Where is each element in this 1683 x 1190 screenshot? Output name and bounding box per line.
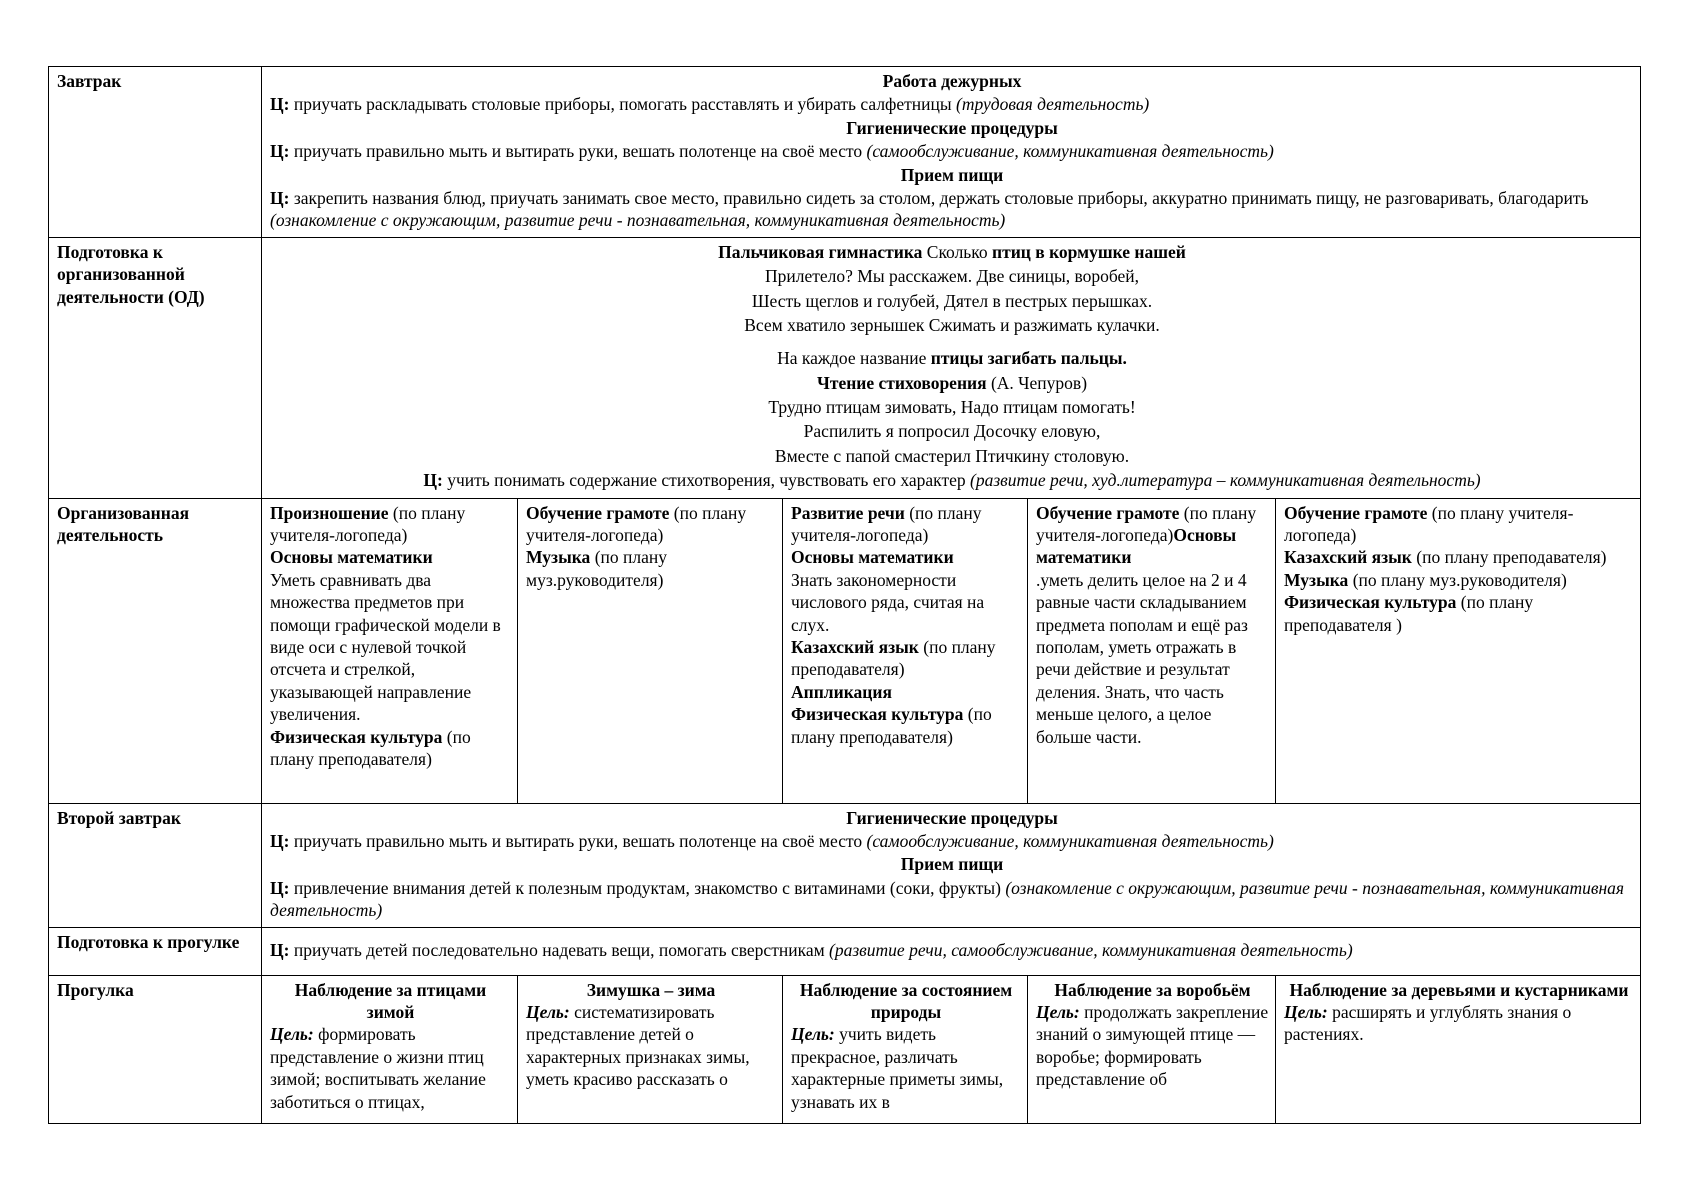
row-label-breakfast: Завтрак [49, 67, 262, 238]
activity-item [791, 569, 1021, 636]
goal-italic: (ознакомление с окружающим, развитие речи - познавательная, коммуникативная деятельность) [270, 210, 1006, 231]
row-label-preparation-od: Подготовка к организованной деятельности (ОД) [49, 237, 262, 498]
activity-title: Физическая культура [1284, 592, 1457, 613]
spacer [270, 338, 1634, 347]
instruction-line [270, 347, 1634, 369]
walk-col-5 [1276, 975, 1641, 1123]
finger-gymnastics-plain: Сколько [922, 241, 993, 262]
poem-line: Шесть щеглов и голубей, Дятел в пестрых перышках. [751, 290, 1153, 311]
preparation-od-goal [270, 469, 1634, 491]
daily-plan-table [48, 66, 1641, 1124]
goal-prefix: Ц: [270, 141, 290, 162]
activity-detail: (по плану преподавателя) [791, 636, 996, 680]
walk-col-3 [783, 975, 1028, 1123]
activity-detail: (по плану учителя-логопеда) [791, 502, 982, 546]
reading-author: (А. Чепуров) [986, 372, 1088, 393]
row-label-second-breakfast: Второй завтрак [49, 803, 262, 927]
second-breakfast-goal-2 [270, 877, 1634, 922]
goal-text: приучать раскладывать столовые приборы, помогать расставлять и убирать салфетницы [289, 94, 957, 115]
activity-title: Развитие речи [791, 502, 905, 523]
organized-activity-col-5 [1276, 498, 1641, 803]
goal-text: учить видеть прекрасное, различать характерные приметы зимы, узнавать их в [791, 1024, 1004, 1112]
walk-title: Зимушка – зима [586, 979, 716, 1000]
second-breakfast-heading-1: Гигиенические процедуры [846, 807, 1058, 828]
activity-detail: Знать закономерности числового ряда, считая на слух. [791, 569, 985, 635]
activity-title: Музыка [1284, 569, 1349, 590]
activity-detail: (по плану преподавателя) [791, 704, 992, 747]
activity-detail: Уметь сравнивать два множества предметов при помощи графической модели в виде оси с нулевой точкой отсчета и стрелкой, указывающей направление увеличения. [270, 569, 501, 725]
goal-italic: (развитие речи, худ.литература – коммуникативная деятельность) [970, 470, 1481, 491]
activity-item [270, 726, 511, 771]
activity-item [791, 546, 1021, 568]
organized-activity-col-3 [783, 498, 1028, 803]
activity-item [791, 502, 1021, 547]
activity-detail: (по плану учителя-логопеда) [1284, 502, 1574, 546]
activity-detail: (по плану преподавателя ) [1284, 592, 1534, 635]
walk-goal [526, 1001, 776, 1091]
breakfast-content [262, 67, 1641, 238]
activity-item [270, 546, 511, 568]
activity-title: Обучение грамоте [1036, 502, 1180, 523]
preparation-od-content [262, 237, 1641, 498]
goal-label: Цель: [270, 1024, 314, 1045]
goal-italic: (самообслуживание, коммуникативная деятельность) [866, 831, 1274, 852]
finger-gymnastics-title: Пальчиковая гимнастика [718, 241, 923, 262]
walk-goal [270, 1023, 511, 1113]
activity-item [1284, 569, 1634, 591]
row-label-preparation-walk: Подготовка к прогулке [49, 927, 262, 975]
second-breakfast-content [262, 803, 1641, 927]
activity-title: Аппликация [791, 681, 892, 702]
second-breakfast-heading-2: Прием пищи [900, 854, 1004, 875]
table-row-breakfast [49, 67, 1641, 238]
activity-item [270, 569, 511, 726]
breakfast-heading-3: Прием пищи [900, 164, 1004, 185]
activity-title: Произношение [270, 502, 389, 523]
preparation-walk-content [262, 927, 1641, 975]
table-row-second-breakfast [49, 803, 1641, 927]
activity-detail: .уметь делить целое на 2 и 4 равные части складыванием предмета пополам и ещё раз пополам, уметь отражать в речи действие и результат деления. Знать, что часть меньше целого, а целое больше части. [1036, 569, 1248, 747]
walk-title: Наблюдение за деревьями и кустарниками [1289, 979, 1629, 1000]
activity-item [791, 636, 1021, 681]
breakfast-goal-2 [270, 140, 1634, 162]
goal-prefix: Ц: [270, 187, 290, 208]
instruction-bold: птицы загибать пальцы. [930, 348, 1127, 369]
goal-text: учить понимать содержание стихотворения, чувствовать его характер [442, 470, 970, 491]
activity-title-inline: Основы математики [1036, 525, 1237, 568]
goal-label: Цель: [1284, 1001, 1328, 1022]
breakfast-goal-1 [270, 93, 1634, 115]
goal-prefix: Ц: [270, 831, 290, 852]
reading-line: Вместе с папой смастерил Птичкину столовую. [774, 445, 1130, 466]
organized-activity-col-1 [262, 498, 518, 803]
activity-detail: (по плану муз.руководителя) [526, 547, 667, 590]
activity-detail: (по плану учителя-логопеда) [1036, 502, 1257, 546]
finger-gymnastics-line [270, 241, 1634, 263]
breakfast-heading-1: Работа дежурных [882, 71, 1022, 91]
walk-col-4 [1028, 975, 1276, 1123]
row-label-organized-activity: Организованная деятельность [49, 498, 262, 803]
organized-activity-col-2 [518, 498, 783, 803]
walk-col-2 [518, 975, 783, 1123]
goal-text: приучать детей последовательно надевать вещи, помогать сверстникам [289, 939, 830, 960]
preparation-walk-goal [270, 939, 1634, 961]
activity-title: Обучение грамоте [1284, 502, 1428, 523]
second-breakfast-goal-1 [270, 830, 1634, 852]
activity-title: Казахский язык [791, 636, 919, 657]
goal-italic: (самообслуживание, коммуникативная деятельность) [866, 141, 1274, 162]
activity-title: Обучение грамоте [526, 502, 670, 523]
activity-detail: (по плану преподавателя) [270, 726, 471, 769]
walk-title: Наблюдение за воробьём [1054, 979, 1251, 1000]
activity-detail: (по плану учителя-логопеда) [270, 502, 466, 546]
activity-item [791, 681, 1021, 703]
goal-italic: (развитие речи, самообслуживание, коммуникативная деятельность) [829, 939, 1353, 960]
goal-label: Цель: [526, 1001, 570, 1022]
walk-title: Наблюдение за птицами зимой [294, 979, 487, 1022]
activity-item [1284, 591, 1634, 636]
activity-title: Физическая культура [270, 726, 443, 747]
goal-text: приучать правильно мыть и вытирать руки, вешать полотенце на своё место [289, 141, 867, 162]
instruction-plain: На каждое название [777, 348, 931, 369]
activity-item [1036, 569, 1269, 748]
walk-goal [1284, 1001, 1634, 1046]
activity-item [526, 546, 776, 591]
walk-title: Наблюдение за состоянием природы [799, 979, 1013, 1022]
activity-detail: (по плану муз.руководителя) [1348, 569, 1567, 590]
activity-item [791, 703, 1021, 748]
goal-text: привлечение внимания детей к полезным продуктам, знакомство с витаминами (соки, фрукты) [289, 877, 1006, 898]
reading-line: Распилить я попросил Досочку еловую, [803, 421, 1101, 442]
reading-line: Трудно птицам зимовать, Надо птицам помогать! [768, 397, 1136, 418]
reading-title-line [270, 372, 1634, 394]
walk-goal [791, 1023, 1021, 1113]
goal-prefix: Ц: [270, 94, 290, 115]
activity-item [1284, 502, 1634, 547]
activity-detail: (по плану преподавателя) [1411, 547, 1607, 568]
goal-prefix: Ц: [270, 939, 290, 960]
activity-title: Основы математики [791, 547, 954, 568]
goal-text: расширять и углублять знания о растениях. [1284, 1001, 1572, 1045]
goal-text: закрепить названия блюд, приучать занимать свое место, правильно сидеть за столом, держать столовые приборы, аккуратно принимать пищу, не разговаривать, благодарить [289, 187, 1589, 208]
row-label-walk: Прогулка [49, 975, 262, 1123]
goal-label: Цель: [791, 1024, 835, 1045]
goal-text: систематизировать представление детей о характерных признаках зимы, уметь красиво рассказать о [526, 1001, 750, 1090]
walk-col-1 [262, 975, 518, 1123]
goal-italic: (ознакомление с окружающим, развитие речи - познавательная, коммуникативная деятельность) [270, 877, 1625, 921]
goal-text: приучать правильно мыть и вытирать руки, вешать полотенце на своё место [289, 831, 867, 852]
reading-title: Чтение стиховорения [817, 372, 987, 393]
activity-item [270, 502, 511, 547]
table-row-preparation-od [49, 237, 1641, 498]
goal-italic: (трудовая деятельность) [956, 94, 1150, 115]
table-row-walk [49, 975, 1641, 1123]
activity-detail: (по плану учителя-логопеда) [526, 502, 747, 546]
breakfast-goal-3 [270, 187, 1634, 232]
activity-title: Казахский язык [1284, 547, 1412, 568]
goal-text: формировать представление о жизни птиц зимой; воспитывать желание заботиться о птицах, [270, 1024, 486, 1112]
goal-prefix: Ц: [423, 470, 443, 491]
activity-title: Музыка [526, 547, 591, 568]
activity-title: Физическая культура [791, 704, 964, 725]
organized-activity-col-4 [1028, 498, 1276, 803]
activity-item [1284, 546, 1634, 568]
table-row-organized-activity [49, 498, 1641, 803]
activity-title: Основы математики [270, 547, 433, 568]
goal-prefix: Ц: [270, 877, 290, 898]
activity-item [1036, 502, 1269, 569]
finger-gymnastics-bold: птиц в кормушке нашей [992, 241, 1186, 262]
breakfast-heading-2: Гигиенические процедуры [846, 117, 1058, 138]
poem-line: Всем хватило зернышек Сжимать и разжимать кулачки. [744, 314, 1160, 335]
table-row-preparation-walk [49, 927, 1641, 975]
walk-goal [1036, 1001, 1269, 1091]
poem-line: Прилетело? Мы расскажем. Две синицы, воробей, [764, 266, 1140, 287]
activity-item [526, 502, 776, 547]
goal-label: Цель: [1036, 1001, 1080, 1022]
goal-text: продолжать закрепление знаний о зимующей птице — воробье; формировать представление об [1036, 1001, 1269, 1090]
